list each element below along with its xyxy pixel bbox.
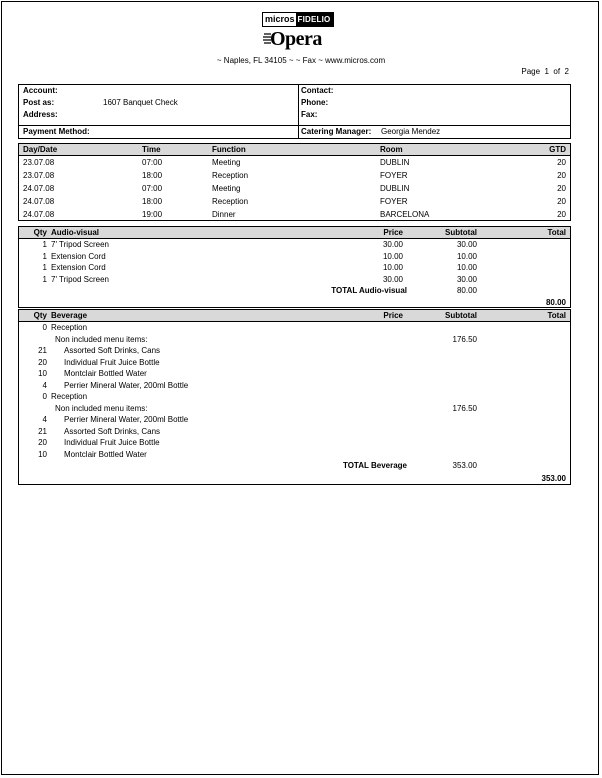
event-time: 18:00 [142, 171, 163, 180]
bev-header-name: Beverage [51, 311, 88, 320]
address-label: Address: [23, 110, 58, 119]
beverage-header [19, 310, 570, 322]
beverage-total-label: TOTAL Beverage [342, 461, 407, 470]
bev-header-total: Total [547, 311, 566, 320]
av-item: 7' Tripod Screen [51, 274, 110, 284]
av-item: 7' Tripod Screen [51, 240, 110, 249]
av-header-name: Audio-visual [51, 228, 100, 237]
av-grand-total: 80.00 [545, 298, 566, 307]
beverage-row [19, 380, 570, 392]
beverage-row [19, 368, 570, 380]
bev-qty: 21 [38, 426, 47, 436]
beverage-row [19, 414, 570, 426]
event-function: Meeting [212, 158, 241, 167]
events-row [19, 169, 570, 182]
post-as-value: 1607 Banquet Check [103, 98, 178, 107]
av-header-qty: Qty [33, 228, 47, 237]
bev-header-subtotal: Subtotal [445, 311, 477, 320]
opera-logo-text: Opera [270, 28, 322, 50]
page-total: 2 [564, 67, 569, 76]
bev-item: Non included menu items: [55, 334, 148, 344]
av-rows [19, 239, 570, 285]
av-total-subtotal: 80.00 [456, 286, 477, 295]
beverage-row [19, 345, 570, 357]
av-item: Extension Cord [51, 263, 106, 272]
event-gtd: 20 [557, 210, 566, 219]
event-gtd: 20 [557, 184, 566, 193]
event-date: 24.07.08 [23, 197, 55, 206]
page-number [521, 67, 569, 76]
bev-header-qty: Qty [33, 311, 47, 320]
av-qty: 1 [42, 274, 47, 284]
beverage-row [19, 437, 570, 449]
fax-label: Fax: [301, 110, 318, 119]
event-room: BARCELONA [380, 210, 430, 219]
beverage-row [19, 449, 570, 461]
av-header [19, 227, 570, 239]
event-gtd: 20 [557, 158, 566, 167]
av-row [19, 239, 570, 251]
bev-item: Montclair Bottled Water [64, 449, 147, 459]
account-label: Account: [23, 86, 58, 95]
av-price: 10.00 [382, 263, 403, 272]
bev-item: Reception [51, 323, 88, 332]
beverage-row [19, 357, 570, 369]
bev-qty: 20 [38, 438, 47, 447]
event-room: FOYER [380, 171, 408, 180]
bev-qty: 4 [42, 415, 47, 424]
bev-qty: 0 [42, 392, 47, 401]
page-current: 1 [544, 67, 549, 76]
events-header [19, 144, 570, 156]
catering-manager-value: Georgia Mendez [381, 127, 441, 136]
event-time: 07:00 [142, 158, 163, 167]
bev-subtotal: 176.50 [452, 334, 477, 344]
av-row [19, 251, 570, 263]
bev-item: Non included menu items: [55, 403, 148, 413]
beverage-row [19, 322, 570, 334]
av-header-total: Total [547, 228, 566, 237]
bev-item: Assorted Soft Drinks, Cans [64, 346, 161, 355]
av-item: Extension Cord [51, 251, 106, 261]
events-row [19, 156, 570, 169]
event-room: DUBLIN [380, 158, 410, 167]
event-time: 18:00 [142, 197, 163, 206]
beverage-row [19, 403, 570, 415]
av-price: 30.00 [382, 274, 403, 284]
beverage-row [19, 391, 570, 403]
info-box [18, 84, 571, 139]
bev-item: Individual Fruit Juice Bottle [64, 438, 160, 447]
av-qty: 1 [42, 263, 47, 272]
info-divider-horizontal [19, 125, 570, 126]
av-qty: 1 [42, 240, 47, 249]
bev-item: Assorted Soft Drinks, Cans [64, 426, 161, 436]
events-row [19, 208, 570, 221]
event-gtd: 20 [557, 171, 566, 180]
bev-qty: 20 [38, 357, 47, 367]
event-room: DUBLIN [380, 184, 410, 193]
beverage-row [19, 334, 570, 346]
contact-label: Contact: [301, 86, 334, 95]
av-total-label: TOTAL Audio-visual [331, 286, 407, 295]
av-subtotal: 10.00 [456, 251, 477, 261]
event-function: Meeting [212, 184, 241, 193]
event-function: Dinner [212, 210, 236, 219]
event-function: Reception [212, 171, 249, 180]
page-label: Page [521, 67, 541, 76]
logo-fidelio-text: FIDELIO [296, 13, 334, 26]
events-header-function: Function [212, 145, 246, 154]
events-header-time: Time [142, 145, 161, 154]
av-row [19, 262, 570, 274]
bev-item: Perrier Mineral Water, 200ml Bottle [64, 380, 189, 390]
av-subtotal: 10.00 [456, 263, 477, 272]
event-gtd: 20 [557, 197, 566, 206]
beverage-grand-total: 353.00 [541, 474, 566, 483]
bev-qty: 10 [38, 449, 47, 459]
bev-item: Individual Fruit Juice Bottle [64, 357, 160, 367]
beverage-total-subtotal: 353.00 [452, 461, 477, 470]
event-date: 24.07.08 [23, 184, 55, 193]
page-of-label: of [553, 67, 561, 76]
bev-item: Reception [51, 392, 88, 401]
bev-qty: 21 [38, 346, 47, 355]
av-price: 10.00 [382, 251, 403, 261]
beverage-row [19, 426, 570, 438]
av-price: 30.00 [382, 240, 403, 249]
info-divider-vertical [298, 85, 299, 138]
event-room: FOYER [380, 197, 408, 206]
event-time: 07:00 [142, 184, 163, 193]
events-rows [19, 156, 570, 221]
events-box [18, 143, 571, 221]
post-as-label: Post as: [23, 98, 55, 107]
bev-subtotal: 176.50 [452, 403, 477, 413]
events-header-date: Day/Date [23, 145, 58, 154]
event-date: 24.07.08 [23, 210, 55, 219]
beverage-box [18, 309, 571, 485]
event-date: 23.07.08 [23, 158, 55, 167]
bev-item: Perrier Mineral Water, 200ml Bottle [64, 415, 189, 424]
logo-micros-text: micros [265, 14, 295, 24]
events-header-gtd: GTD [549, 145, 566, 154]
events-row [19, 182, 570, 195]
events-row [19, 195, 570, 208]
event-time: 19:00 [142, 210, 163, 219]
bev-qty: 0 [42, 323, 47, 332]
event-function: Reception [212, 197, 249, 206]
phone-label: Phone: [301, 98, 329, 107]
bev-header-price: Price [383, 311, 403, 320]
micros-fidelio-logo [262, 12, 334, 27]
av-header-price: Price [383, 228, 403, 237]
av-header-subtotal: Subtotal [445, 228, 477, 237]
audio-visual-box [18, 226, 571, 308]
payment-method-label: Payment Method: [23, 127, 90, 136]
av-subtotal: 30.00 [456, 240, 477, 249]
event-date: 23.07.08 [23, 171, 55, 180]
av-subtotal: 30.00 [456, 274, 477, 284]
catering-manager-label: Catering Manager: [301, 127, 372, 136]
hotel-address: ~ Naples, FL 34105 ~ ~ Fax ~ www.micros.com [216, 56, 386, 65]
bev-qty: 10 [38, 369, 47, 378]
beverage-rows [19, 322, 570, 460]
bev-qty: 4 [42, 380, 47, 390]
av-qty: 1 [42, 251, 47, 261]
av-row [19, 274, 570, 286]
events-header-room: Room [380, 145, 403, 154]
bev-item: Montclair Bottled Water [64, 369, 147, 378]
